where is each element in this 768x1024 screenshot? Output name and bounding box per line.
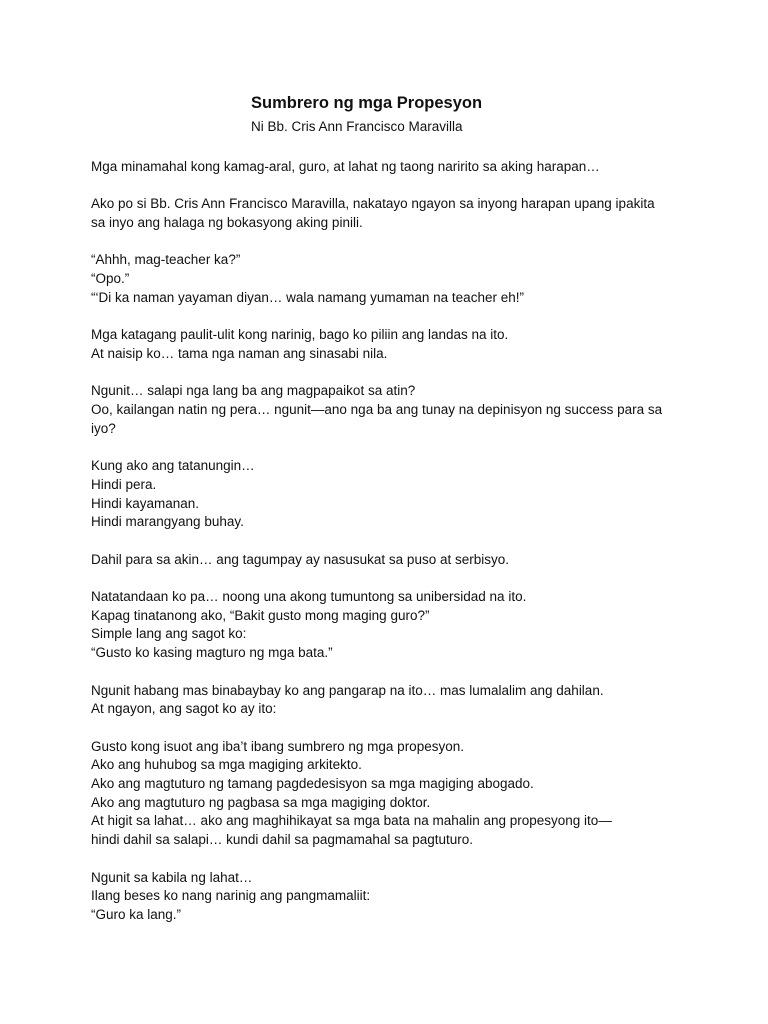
text-line: Simple lang ang sagot ko:: [91, 626, 247, 642]
text-line: “Guro ka lang.”: [91, 906, 182, 922]
paragraph: [91, 869, 691, 925]
text-line: Ilang beses ko nang narinig ang pangmamaliit:: [91, 888, 371, 904]
text-line: Ako ang magtuturo ng tamang pagdedesisyon sa mga magiging abogado.: [91, 776, 534, 792]
text-line: Ako ang magtuturo ng pagbasa sa mga magiging doktor.: [91, 794, 431, 810]
document-author: Ni Bb. Cris Ann Francisco Maravilla: [251, 119, 463, 134]
text-line: Kung ako ang tatanungin…: [91, 458, 255, 474]
text-line: At ngayon, ang sagot ko ay ito:: [91, 701, 277, 717]
text-line: “Opo.”: [91, 271, 130, 287]
text-line: Ako ang huhubog sa mga magiging arkitekto.: [91, 757, 362, 773]
text-line: Ngunit habang mas binabaybay ko ang pangarap na ito… mas lumalalim ang dahilan.: [91, 682, 604, 698]
text-line: Oo, kailangan natin ng pera… ngunit—ano nga ba ang tunay na depinisyon ng success para sa: [91, 402, 663, 418]
text-line: Ako po si Bb. Cris Ann Francisco Maravilla, nakatayo ngayon sa inyong harapan upang ipakita: [91, 196, 655, 212]
text-line: Natatandaan ko pa… noong una akong tumuntong sa unibersidad na ito.: [91, 589, 527, 605]
text-line: Hindi pera.: [91, 476, 157, 492]
paragraph: [91, 588, 691, 663]
text-line: “‘Di ka naman yayaman diyan… wala namang yumaman na teacher eh!”: [91, 289, 524, 305]
text-line: Ngunit… salapi nga lang ba ang magpapaikot sa atin?: [91, 383, 416, 399]
text-line: Ngunit sa kabila ng lahat…: [91, 869, 253, 885]
paragraph: [91, 551, 691, 570]
text-line: Dahil para sa akin… ang tagumpay ay nasusukat sa puso at serbisyo.: [91, 551, 509, 567]
text-line: Hindi marangyang buhay.: [91, 514, 244, 530]
text-line: “Gusto ko kasing magturo ng mga bata.”: [91, 645, 333, 661]
paragraph: [91, 251, 691, 307]
text-line: hindi dahil sa salapi… kundi dahil sa pagmamahal sa pagtuturo.: [91, 832, 473, 848]
text-line: “Ahhh, mag-teacher ka?”: [91, 252, 241, 268]
paragraph: [91, 457, 691, 532]
paragraph: [91, 158, 691, 177]
text-line: At naisip ko… tama nga naman ang sinasabi nila.: [91, 345, 388, 361]
paragraph: [91, 195, 691, 232]
text-line: Hindi kayamanan.: [91, 495, 200, 511]
text-line: Mga minamahal kong kamag-aral, guro, at lahat ng taong naririto sa aking harapan…: [91, 159, 600, 174]
text-line: Gusto kong isuot ang iba’t ibang sumbrero ng mga propesyon.: [91, 738, 464, 754]
document-title: Sumbrero ng mga Propesyon: [251, 94, 483, 112]
paragraph: [91, 738, 691, 850]
text-line: At higit sa lahat… ako ang maghihikayat sa mga bata na mahalin ang propesyong ito—: [91, 813, 612, 829]
paragraph: [91, 682, 691, 719]
text-line: sa inyo ang halaga ng bokasyong aking pinili.: [91, 215, 363, 231]
text-line: Mga katagang paulit-ulit kong narinig, bago ko piliin ang landas na ito.: [91, 327, 509, 343]
text-line: iyo?: [91, 420, 116, 436]
paragraph: [91, 382, 691, 438]
text-line: Kapag tinatanong ako, “Bakit gusto mong maging guro?”: [91, 607, 430, 623]
paragraph: [91, 326, 691, 363]
document-body: [91, 158, 691, 943]
